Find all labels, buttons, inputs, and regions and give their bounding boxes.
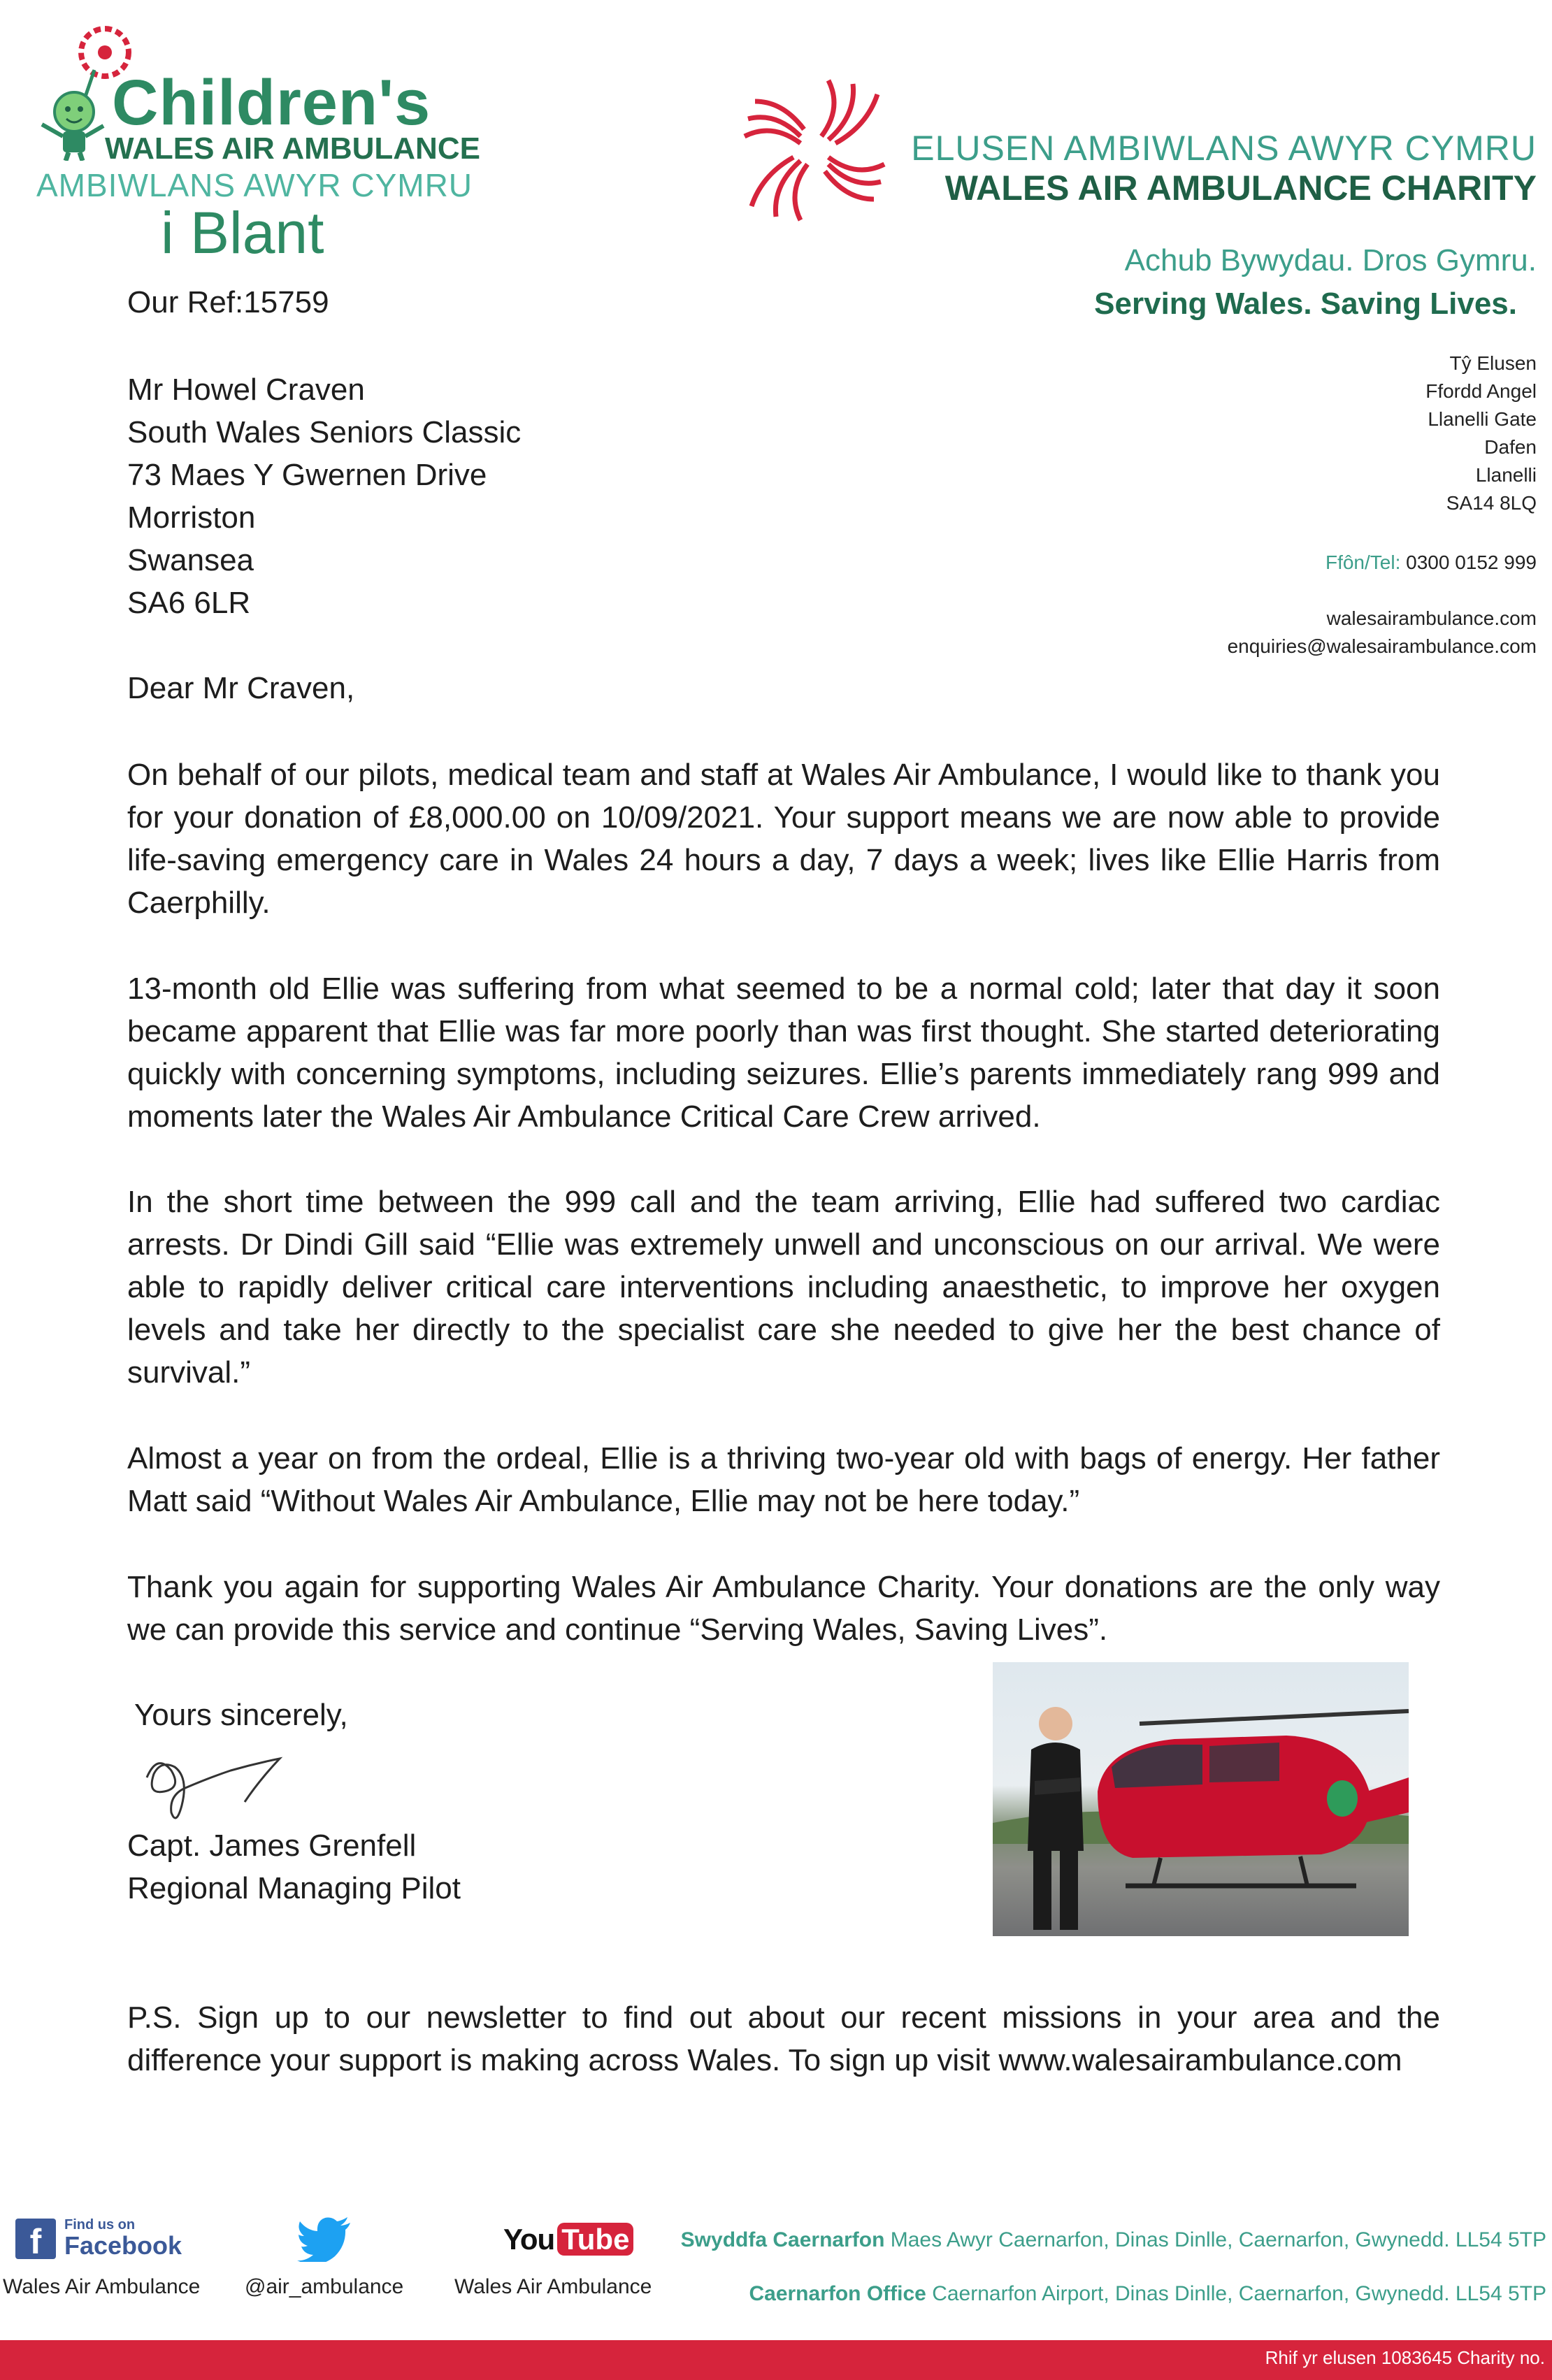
twitter-label: @air_ambulance <box>245 2275 404 2298</box>
office-english-name: Caernarfon Office <box>749 2282 926 2305</box>
office-english <box>749 2282 1546 2306</box>
recipient-line: Swansea <box>127 543 254 577</box>
signatory-name: Capt. James Grenfell <box>127 1829 417 1863</box>
address-line: Tŷ Elusen <box>1449 352 1537 374</box>
charity-welsh-name: ELUSEN AMBIWLANS AWYR CYMRU <box>911 129 1537 168</box>
twitter-icon[interactable] <box>297 2217 352 2262</box>
charity-address <box>1425 349 1537 517</box>
office-english-address: Caernarfon Airport, Dinas Dinlle, Caernarfon, Gwynedd. LL54 5TP <box>932 2282 1546 2305</box>
facebook-find-us: Find us on <box>64 2217 136 2233</box>
salutation: Dear Mr Craven, <box>127 671 355 705</box>
paragraph-thank-you: On behalf of our pilots, medical team and staff at Wales Air Ambulance, I would like to thank you for your donation of £8,000.00 on 10/09/2021. Your support means we are now able to provide life-saving emergency care in Wales 24 hours a day, 7 days a week; lives like Ellie Harris from Caerphilly. <box>127 758 1440 920</box>
youtube-you: You <box>503 2223 555 2256</box>
website-link[interactable]: walesairambulance.com <box>1326 607 1537 629</box>
paragraph-ellie-today: Almost a year on from the ordeal, Ellie is a thriving two-year old with bags of energy. Her father Matt said “Without Wales Air Ambulance, Ellie may not be here today.” <box>127 1441 1440 1518</box>
helicopter-photo <box>993 1662 1409 1936</box>
youtube-label: Wales Air Ambulance <box>454 2275 652 2298</box>
address-line: SA14 8LQ <box>1446 492 1537 514</box>
office-welsh-name: Swyddfa Caernarfon <box>680 2228 885 2251</box>
facebook-icon: f <box>15 2219 56 2259</box>
recipient-address <box>127 368 521 624</box>
charity-english-name: WALES AIR AMBULANCE CHARITY <box>944 168 1537 208</box>
signatory-title: Regional Managing Pilot <box>127 1871 461 1905</box>
tagline-welsh: Achub Bywydau. Dros Gymru. <box>1124 243 1537 277</box>
facebook-brand: Facebook <box>64 2231 182 2260</box>
childrens-logo-line1: WALES AIR AMBULANCE <box>105 131 480 166</box>
recipient-line: Morriston <box>127 500 256 535</box>
office-welsh-address: Maes Awyr Caernarfon, Dinas Dinlle, Caernarfon, Gwynedd. LL54 5TP <box>890 2228 1546 2251</box>
charity-web-contacts <box>1228 605 1537 661</box>
phone-label: Ffôn/Tel: <box>1325 551 1401 573</box>
facebook-label: Wales Air Ambulance <box>3 2275 201 2298</box>
closing: Yours sincerely, <box>134 1698 348 1732</box>
childrens-logo-line2: AMBIWLANS AWYR CYMRU <box>36 167 473 203</box>
email-link[interactable]: enquiries@walesairambulance.com <box>1227 635 1537 657</box>
paragraph-closing-thanks: Thank you again for supporting Wales Air Ambulance Charity. Your donations are the only way we can provide this service and continue “Serving Wales, Saving Lives”. <box>127 1570 1440 1647</box>
address-line: Llanelli <box>1475 464 1537 486</box>
charity-rotor-logo-icon <box>727 70 902 231</box>
tagline-english: Serving Wales. Saving Lives. <box>1094 287 1517 321</box>
childrens-logo-title: Children's <box>112 67 431 138</box>
postscript: P.S. Sign up to our newsletter to find out about our recent missions in your area and the difference your support is making across Wales. To sign up visit www.walesairambulance.com <box>127 2000 1440 2077</box>
youtube-logo[interactable] <box>503 2223 633 2256</box>
recipient-line: South Wales Seniors Classic <box>127 415 522 449</box>
office-welsh <box>681 2228 1546 2252</box>
charity-number: Rhif yr elusen 1083645 Charity no. <box>1265 2347 1545 2368</box>
recipient-line: 73 Maes Y Gwernen Drive <box>127 458 487 492</box>
address-line: Llanelli Gate <box>1428 408 1537 430</box>
address-line: Ffordd Angel <box>1425 380 1537 402</box>
recipient-line: SA6 6LR <box>127 586 251 620</box>
reference-number: Our Ref:15759 <box>127 285 329 319</box>
youtube-tube: Tube <box>557 2223 633 2256</box>
charity-phone <box>1325 549 1537 577</box>
paragraph-ellie-story: 13-month old Ellie was suffering from what seemed to be a normal cold; later that day it soon became apparent that Ellie was far more poorly than was first thought. She started deteriorating quickly with concerning symptoms, including seizures. Ellie’s parents immediately rang 999 and moments later the Wales Air Ambulance Critical Care Crew arrived. <box>127 972 1440 1134</box>
recipient-line: Mr Howel Craven <box>127 373 365 407</box>
address-line: Dafen <box>1484 436 1537 458</box>
childrens-logo-line3: i Blant <box>161 200 324 266</box>
signature-icon <box>133 1739 308 1837</box>
paragraph-cardiac-arrest: In the short time between the 999 call and the team arriving, Ellie had suffered two cardiac arrests. Dr Dindi Gill said “Ellie was extremely unwell and unconscious on our arrival. We were able to rapidly deliver critical care interventions including anaesthetic, to improve her oxygen levels and take her directly to the specialist care she needed to give her the best chance of survival.” <box>127 1185 1440 1390</box>
phone-number: 0300 0152 999 <box>1406 551 1537 573</box>
